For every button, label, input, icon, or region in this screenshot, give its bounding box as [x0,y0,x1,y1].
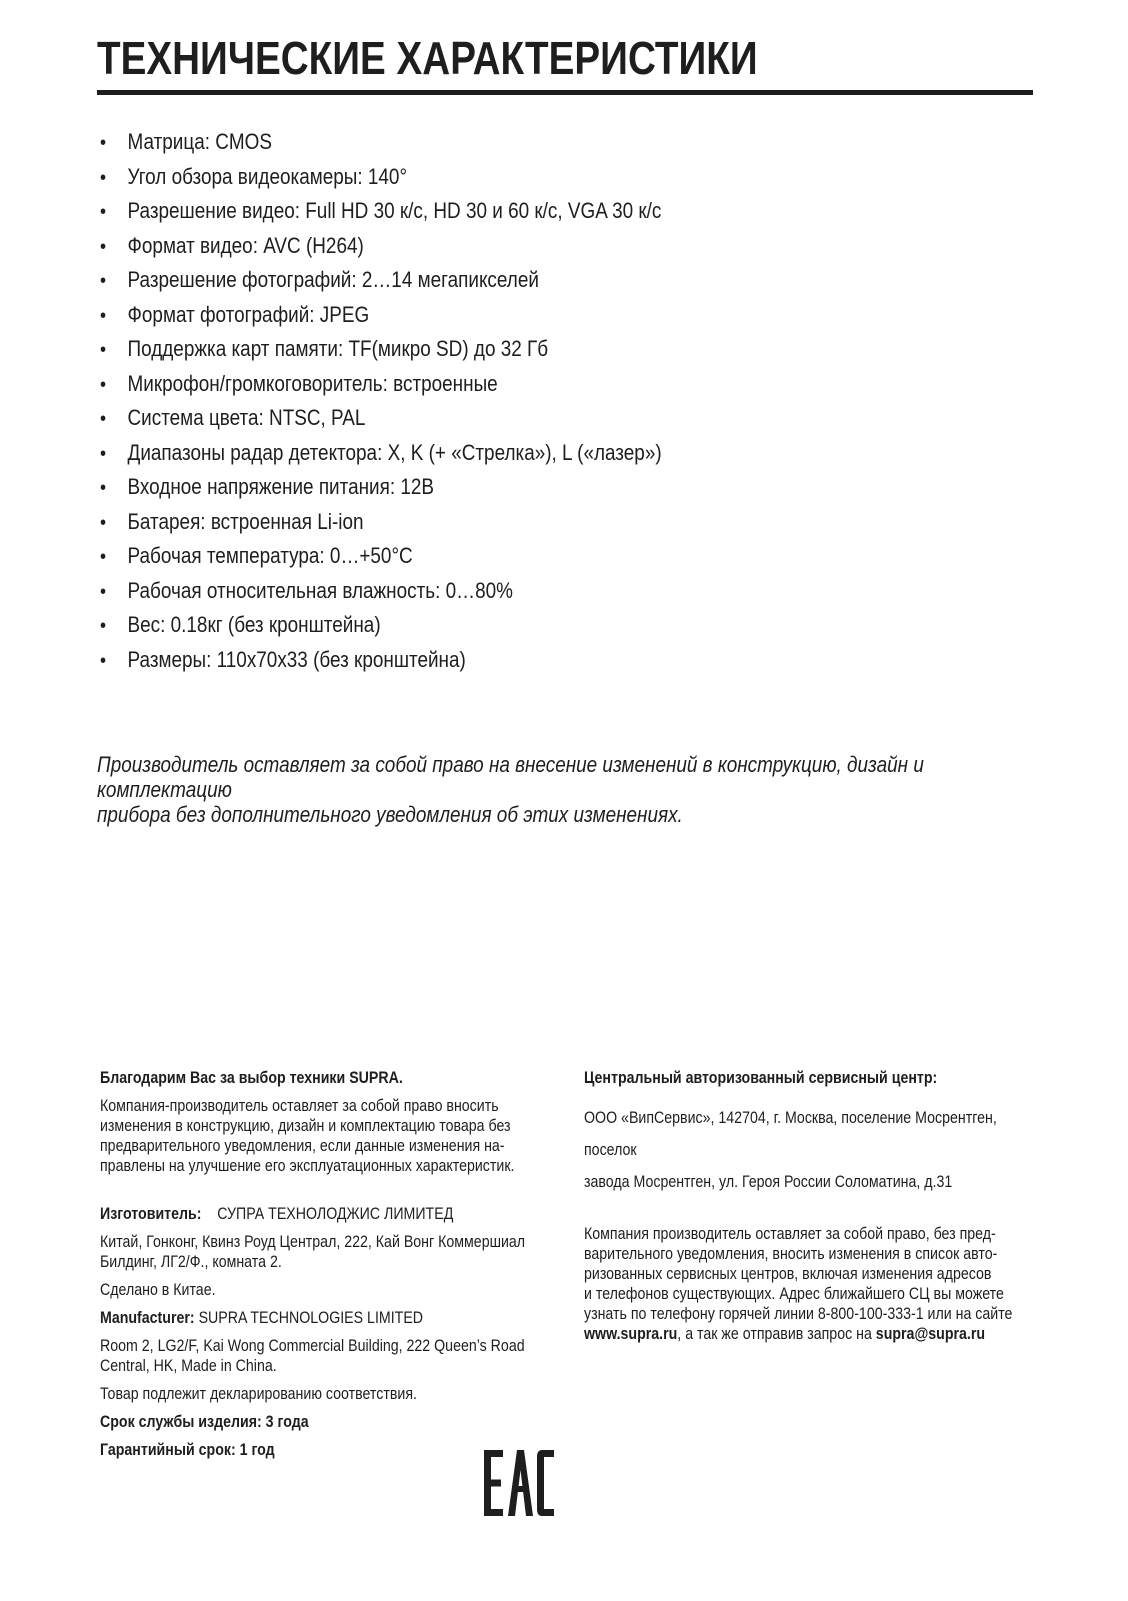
spec-list [100,125,753,677]
disclaimer-note: Производитель оставляет за собой право на внесение изменений в конструкцию, дизайн и комплектацию прибора без дополнительного уведомления об этих изменениях. [97,752,924,827]
list-item: • Микрофон/громкоговоритель: встроенные [100,367,662,402]
list-item: • Входное напряжение питания: 12В [100,470,662,505]
bullet-icon: • [100,373,107,396]
list-item: • Система цвета: NTSC, PAL [100,401,662,436]
thanks-text: Компания-производитель оставляет за собой право вносить изменения в конструкцию, дизайн и комплектацию товара без предварительного уведомления, если данные изменения на- правлены на улучшение его эксплуатационных характеристик. [100,1097,515,1175]
list-item: • Размеры: 110x70x33 (без кронштейна) [100,643,662,678]
list-item: • Формат видео: AVC (H264) [100,229,662,264]
warranty: Гарантийный срок: 1 год [100,1441,275,1459]
bullet-icon: • [100,511,107,534]
list-item: • Батарея: встроенная Li-ion [100,505,662,540]
email-link: supra@supra.ru [875,1325,986,1343]
bullet-icon: • [100,166,107,189]
bullet-icon: • [100,201,107,223]
list-item: • Угол обзора видеокамеры: 140° [100,160,662,195]
bullet-icon: • [100,132,107,154]
made-in: Сделано в Китае. [100,1281,216,1299]
maker-address: Китай, Гонконг, Квинз Роуд Централ, 222, Кай Вонг Коммершиал Билдинг, ЛГ2/Ф., комната 2. [100,1233,526,1271]
bullet-icon: • [100,408,107,430]
declaration: Товар подлежит декларированию соответствия. [100,1385,417,1403]
bullet-icon: • [100,615,107,637]
list-item: • Поддержка карт памяти: TF(микро SD) до 32 Гб [100,332,662,367]
service-heading: Центральный авторизованный сервисный центр: [584,1069,938,1087]
maker-line: Изготовитель: СУПРА ТЕХНОЛОДЖИС ЛИМИТЕД [100,1205,454,1223]
bullet-icon: • [100,442,107,465]
list-item: • Разрешение видео: Full HD 30 к/с, HD 30 и 60 к/с, VGA 30 к/с [100,194,662,229]
bullet-icon: • [100,235,107,258]
list-item: • Формат фотографий: JPEG [100,298,662,333]
list-item: • Рабочая относительная влажность: 0…80% [100,574,662,609]
service-center-info [584,1068,1102,1344]
list-item: • Разрешение фотографий: 2…14 мегапикселей [100,263,662,298]
bullet-icon: • [100,649,107,672]
list-item: • Рабочая температура: 0…+50°С [100,539,662,574]
bullet-icon: • [100,546,107,568]
bullet-icon: • [100,304,107,327]
bullet-icon: • [100,580,107,603]
manufacturer-line: Manufacturer: SUPRA TECHNOLOGIES LIMITED [100,1309,424,1327]
title-underline [97,90,1033,95]
manufacturer-info [100,1068,620,1460]
service-life: Срок службы изделия: 3 года [100,1413,309,1431]
eac-mark-icon [484,1450,554,1516]
bullet-icon: • [100,477,107,499]
manufacturer-address: Room 2, LG2/F, Kai Wong Commercial Building, 222 Queen’s Road Central, HK, Made in China. [100,1337,525,1375]
page-title: ТЕХНИЧЕСКИЕ ХАРАКТЕРИСТИКИ [97,32,758,84]
list-item: • Матрица: CMOS [100,125,662,160]
rights-text: Компания производитель оставляет за собой право, без пред- варительного уведомления, вносить изменения в список авто- ризованных сервисных центров, включая изменения адресов и телефонов существующих. Адрес ближайшего СЦ вы можете узнать по телефону горячей линии 8-800-100-333-1 или на сайте www.supra.ru, а так же отправив запрос на supra@supra.ru [584,1225,1013,1343]
list-item: • Диапазоны радар детектора: X, K (+ «Стрелка»), L («лазер») [100,436,662,471]
list-item: • Вес: 0.18кг (без кронштейна) [100,608,662,643]
service-address: ООО «ВипСервис», 142704, г. Москва, поселение Мосрентген, поселок завода Мосрентген, ул. Героя России Соломатина, д.31 [584,1109,997,1191]
thanks-heading: Благодарим Вас за выбор техники SUPRA. [100,1069,403,1087]
bullet-icon: • [100,339,107,361]
site-link: www.supra.ru [584,1325,678,1343]
bullet-icon: • [100,270,107,292]
